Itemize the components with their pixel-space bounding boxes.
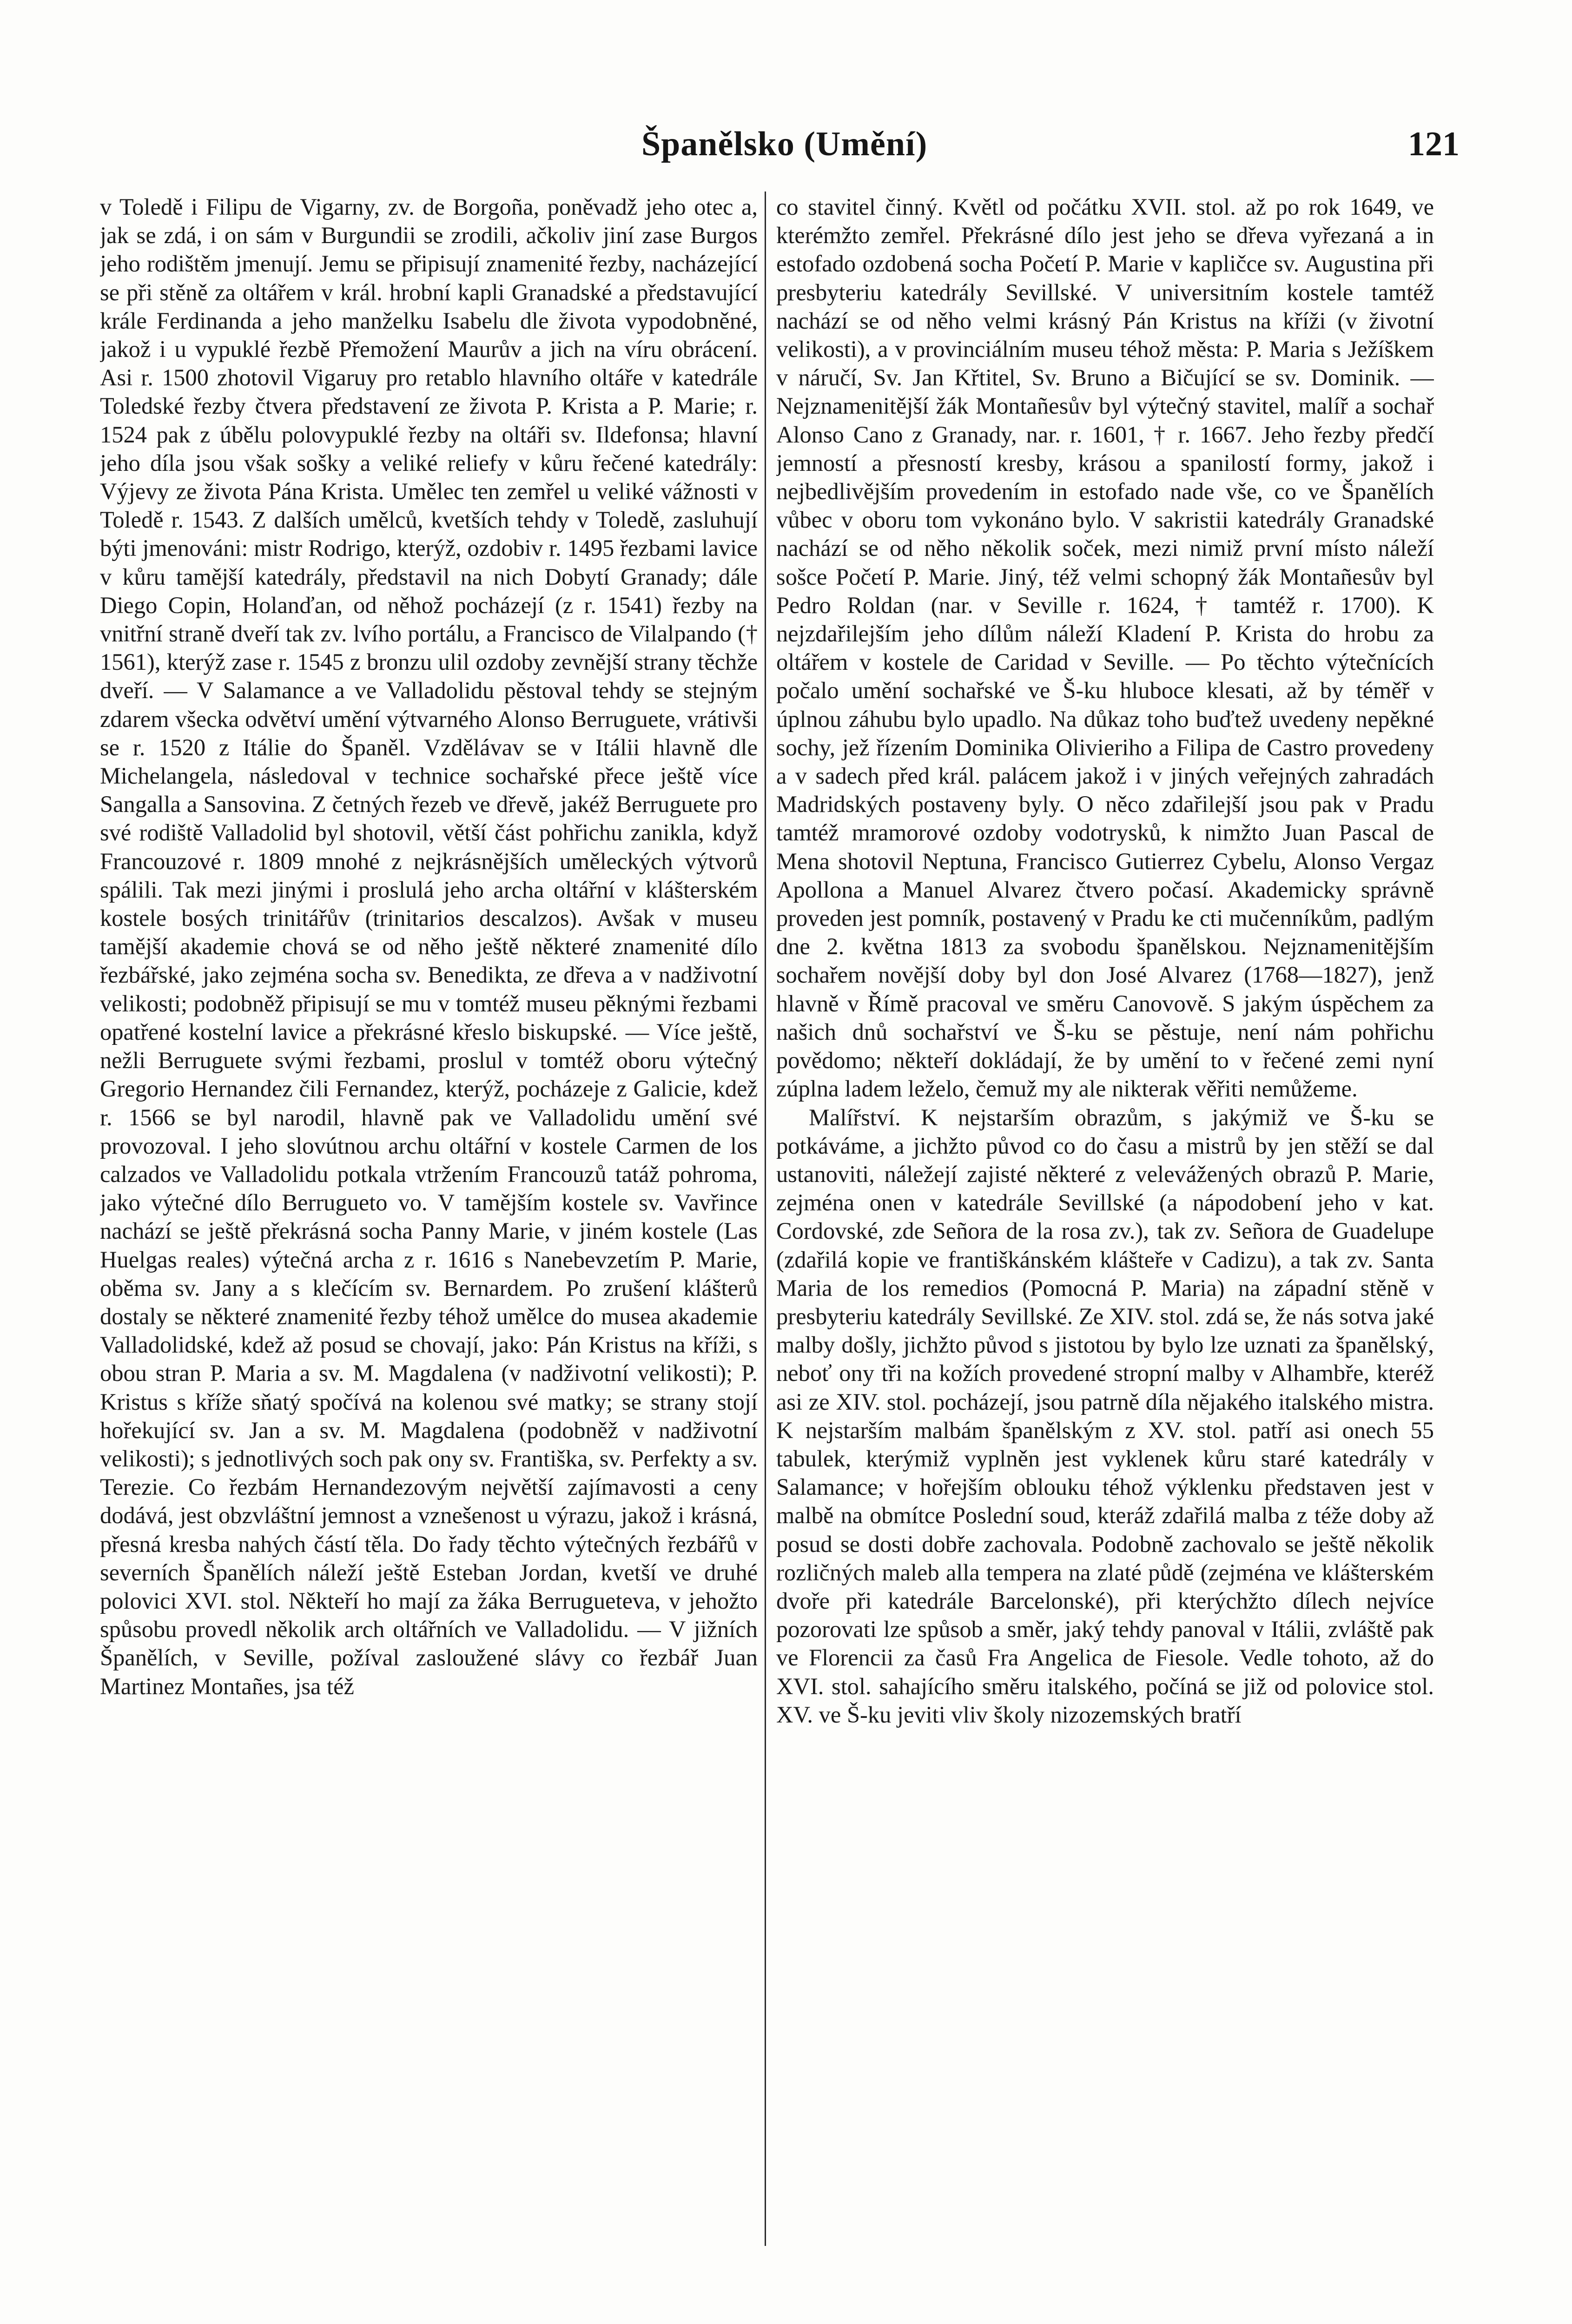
- left-column: [100, 193, 758, 2247]
- right-column-paragraph: Malířství. K nejstarším obrazům, s jakýmiž ve Š-ku se potkáváme, a jichžto původ co do času a mistrů by jen stěží se dal ustanoviti, náležejí zajisté některé z velevážených obrazů P. Marie, zejména onen v katedrále Sevillské (a nápodobení jeho v kat. Cordovské, zde Señora de la rosa zv.), tak zv. Señora de Guadelupe (zdařilá kopie ve františkánském klášteře v Cadizu), a tak zv. Santa Maria de los remedios (Pomocná P. Maria) na západní stěně v presbyteriu katedrály Sevillské. Ze XIV. stol. zdá se, že nás sotva jaké malby došly, jichžto původ s jistotou by bylo lze uznati za španělský, neboť ony tři na kožích provedené stropní malby v Alhambře, kteréž asi ze XIV. stol. pocházejí, jsou patrně díla nějakého italského mistra. K nejstarším malbám španělským z XV. stol. patří asi onech 55 tabulek, kterýmiž vyplněn jest vyklenek kůru staré katedrály v Salamance; v hořejším oblouku téhož výklenku představen jest v malbě na obmítce Poslední soud, kteráž zdařilá malba z téže doby až posud se dosti dobře zachovala. Podobně zachovalo se ještě několik rozličných maleb alla tempera na zlaté půdě (zejména ve klášterském dvoře při katedrále Barcelonské), při kterýchžto dílech nejvíce pozorovati lze spůsob a směr, jaký tehdy panoval v Itálii, zvláště pak ve Florencii za časů Fra Angelica de Fiesole. Vedle tohoto, až do XVI. stol. sahajícího směru italského, počíná se již od polovice stol. XV. ve Š-ku jeviti vliv školy nizozemských bratří: [776, 1104, 1434, 1728]
- right-column: [776, 193, 1434, 2247]
- right-column-paragraph: co stavitel činný. Květl od počátku XVII. stol. až po rok 1649, ve kterémžto zemřel. Překrásné dílo jest jeho se dřeva vyřezaná a in estofado ozdobená socha Početí P. Marie v kapličce sv. Augustina při presbyteriu katedrály Sevillské. V universitním kostele tamtéž nachází se od něho velmi krásný Pán Kristus na kříži (v životní velikosti), a v provinciálním museu téhož města: P. Maria s Ježíškem v náručí, Sv. Jan Křtitel, Sv. Bruno a Bičující se sv. Dominik. — Nejznamenitější žák Montañesův byl výtečný stavitel, malíř a sochař Alonso Cano z Granady, nar. r. 1601, † r. 1667. Jeho řezby předčí jemností a přesností kresby, krásou a spanilostí formy, jakož i nejbedlivějším provedením in estofado nade vše, co ve Španělích vůbec v oboru tom vykonáno bylo. V sakristii katedrály Granadské nachází se od něho několik soček, mezi nimiž první místo náleží sošce Početí P. Marie. Jiný, též velmi schopný žák Montañesův byl Pedro Roldan (nar. v Seville r. 1624, † tamtéž r. 1700). K nejzdařilejším jeho dílům náleží Kladení P. Krista do hrobu za oltářem v kostele de Caridad v Seville. — Po těchto výtečnících počalo umění sochařské ve Š-ku hluboce klesati, až by téměř v úplnou záhubu bylo upadlo. Na důkaz toho buďtež uvedeny nepěkné sochy, jež řízením Dominika Olivieriho a Filipa de Castro provedeny a v sadech před král. palácem jakož i v jiných veřejných zahradách Madridských postaveny byly. O něco zdařilejší jsou pak v Pradu tamtéž mramorové ozdoby vodotrysků, k nimžto Juan Pascal de Mena shotovil Neptuna, Francisco Gutierrez Cybelu, Alonso Vergaz Apollona a Manuel Alvarez čtvero počasí. Akademicky správně proveden jest pomník, postavený v Pradu ke cti mučenníkům, padlým dne 2. května 1813 za svobodu španělskou. Nejznamenitějším sochařem novější doby byl don José Alvarez (1768—1827), jenž hlavně v Římě pracoval ve směru Canovově. S jakým úspěchem za našich dnů sochařství ve Š-ku se pěstuje, není nám pohřichu povědomo; někteří dokládají, že by umění to v řečené zemi nyní zúplna ladem leželo, čemuž my ale nikterak věřiti nemůžeme.: [776, 194, 1434, 1102]
- running-head: Španělsko (Umění): [641, 125, 928, 163]
- page-header: [93, 125, 1460, 180]
- column-divider: [765, 191, 766, 2246]
- page-number: 121: [1408, 125, 1460, 163]
- left-column-paragraph: v Toledě i Filipu de Vigarny, zv. de Borgoña, poněvadž jeho otec a, jak se zdá, i on sám v Burgundii se zrodili, ačkoliv jiní zase Burgos jeho rodištěm jmenují. Jemu se připisují znamenité řezby, nacházející se při stěně za oltářem v král. hrobní kapli Granadské a představující krále Ferdinanda a jeho manželku Isabelu dle života vypodobněné, jakož i u vypuklé řezbě Přemožení Maurův a jich na víru obrácení. Asi r. 1500 zhotovil Vigaruy pro retablo hlavního oltáře v katedrále Toledské řezby čtvera představení ze života P. Krista a P. Marie; r. 1524 pak z úbělu polovypuklé řezby na oltáři sv. Ildefonsa; hlavní jeho díla jsou však sošky a veliké reliefy v kůru řečené katedrály: Výjevy ze života Pána Krista. Umělec ten zemřel u veliké vážnosti v Toledě r. 1543. Z dalších umělců, kvetších tehdy v Toledě, zasluhují býti jmenováni: mistr Rodrigo, kterýž, ozdobiv r. 1495 řezbami lavice v kůru tamější katedrály, představil na nich Dobytí Granady; dále Diego Copin, Holanďan, od něhož pocházejí (z r. 1541) řezby na vnitřní straně dveří tak zv. lvího portálu, a Francisco de Vilalpando († 1561), kterýž zase r. 1545 z bronzu ulil ozdoby zevnější strany těchže dveří. — V Salamance a ve Valladolidu pěstoval tehdy se stejným zdarem všecka odvětví umění výtvarného Alonso Berruguete, vrátivši se r. 1520 z Itálie do Španěl. Vzdělávav se v Itálii hlavně dle Michelangela, následoval v technice sochařské přece ještě více Sangalla a Sansovina. Z četných řezeb ve dřevě, jakéž Berruguete pro své rodiště Valladolid byl shotovil, větší část pohřichu zanikla, když Francouzové r. 1809 mnohé z nejkrásnějších uměleckých výtvorů spálili. Tak mezi jinými i proslulá jeho archa oltářní v klášterském kostele bosých trinitářův (trinitarios descalzos). Avšak v museu tamější akademie chová se od něho ještě některé znamenité dílo řezbářské, jako zejména socha sv. Benedikta, ze dřeva a v nadživotní velikosti; podobněž připisují se mu v tomtéž museu pěknými řezbami opatřené kostelní lavice a překrásné křeslo biskupské. — Více ještě, nežli Berruguete svými řezbami, proslul v tomtéž oboru výtečný Gregorio Hernandez čili Fernandez, kterýž, pocházeje z Galicie, kdež r. 1566 se byl narodil, hlavně pak ve Valladolidu umění své provozoval. I jeho slovútnou archu oltářní v kostele Carmen de los calzados ve Valladolidu potkala vtržením Francouzů tatáž pohroma, jako výtečné dílo Berrugueto vo. V tamějším kostele sv. Vavřince nachází se ještě překrásná socha Panny Marie, v jiném kostele (Las Huelgas reales) výtečná archa z r. 1616 s Nanebevzetím P. Marie, oběma sv. Jany a s klečícím sv. Bernardem. Po zrušení klášterů dostaly se některé znamenité řezby téhož umělce do musea akademie Valladolidské, kdež až posud se chovají, jako: Pán Kristus na kříži, s obou stran P. Maria a sv. M. Magdalena (v nadživotní velikosti); P. Kristus s kříže sňatý spočívá na kolenou své matky; se strany stojí hořekující sv. Jan a sv. M. Magdalena (podobněž v nadživotní velikosti); s jednotlivých soch pak ony sv. Františka, sv. Perfekty a sv. Terezie. Co řezbám Hernandezovým největší zajímavosti a ceny dodává, jest obzvláštní jemnost a vznešenost u výrazu, jakož i krásná, přesná kresba nahých částí těla. Do řady těchto výtečných řezbářů v severních Španělích náleží ještě Esteban Jordan, kvetší ve druhé polovici XVI. stol. Někteří ho mají za žáka Berrugueteva, v jehožto spůsobu provedl několik arch oltářních ve Valladolidu. — V jižních Španělích, v Seville, požíval zasloužené slávy co řezbář Juan Martinez Montañes, jsa též: [100, 194, 758, 1699]
